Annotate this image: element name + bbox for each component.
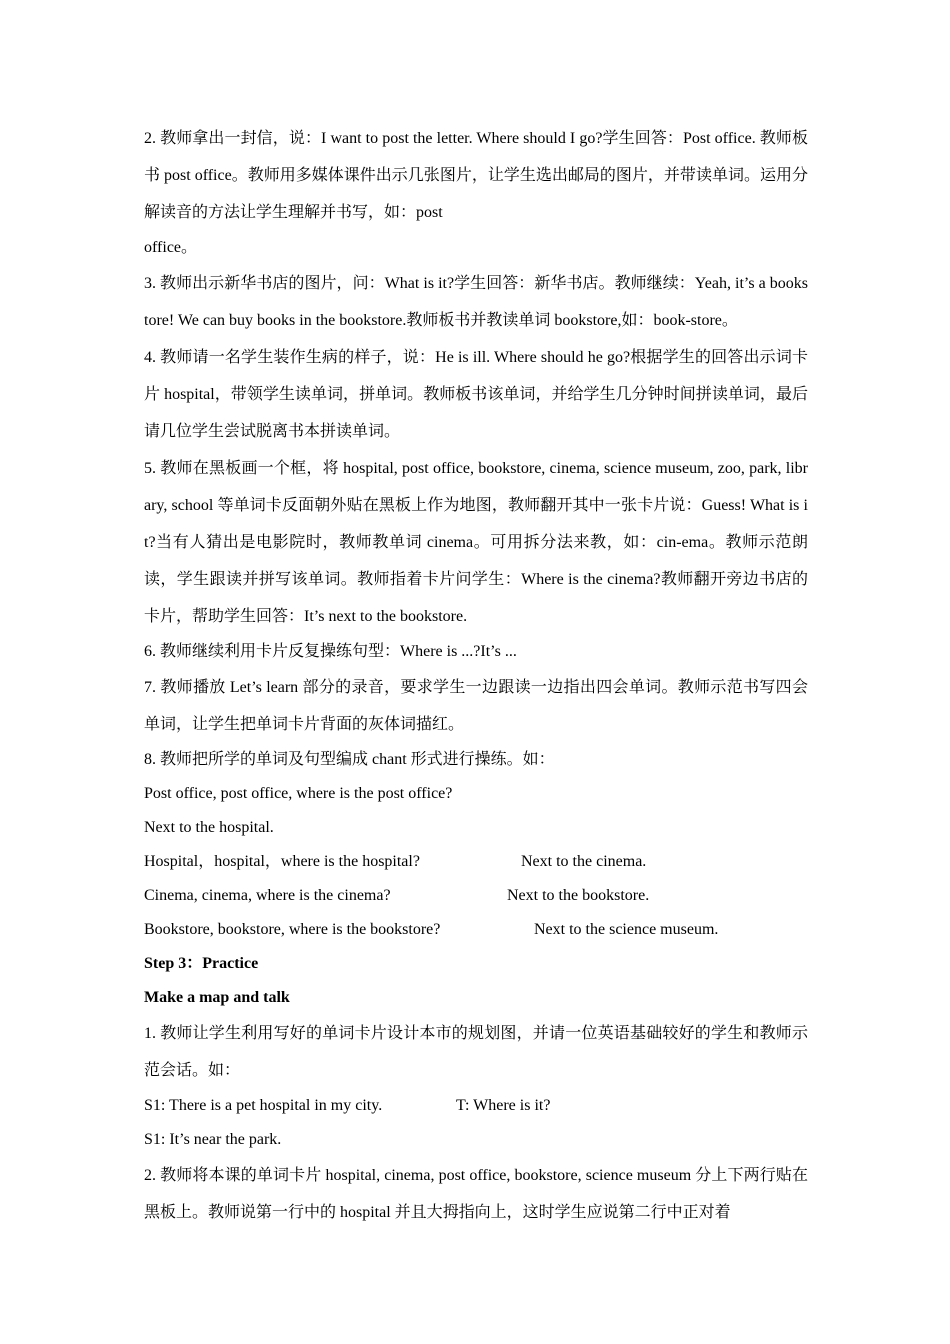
dialogue-line-1 — [144, 1089, 808, 1123]
paragraph-7: 7. 教师播放 Let’s learn 部分的录音，要求学生一边跟读一边指出四会单词。教师示范书写四会单词，让学生把单词卡片背面的灰体词描红。 — [144, 679, 808, 733]
dialogue-s1-statement: S1: There is a pet hospital in my city. — [144, 1097, 383, 1114]
chant-line-3 — [144, 845, 808, 879]
make-map-heading: Make a map and talk — [144, 989, 290, 1006]
paragraph-4: 4. 教师请一名学生装作生病的样子，说：He is ill. Where should he go?根据学生的回答出示词卡片 hospital，带领学生读单词，拼单词。教师板书该单词，并给学生几分钟时间拼读单词，最后请几位学生尝试脱离书本拼读单词。 — [144, 349, 808, 440]
chant-line-4-answer: Next to the bookstore. — [507, 887, 650, 904]
chant-line-5-answer: Next to the science museum. — [534, 921, 719, 938]
paragraph-8: 8. 教师把所学的单词及句型编成 chant 形式进行操练。如： — [144, 751, 555, 768]
chant-line-3-answer: Next to the cinema. — [521, 853, 647, 870]
chant-line-5 — [144, 913, 808, 947]
step-3-heading: Step 3：Practice — [144, 955, 259, 972]
dialogue-line-2: S1: It’s near the park. — [144, 1131, 282, 1148]
paragraph-3: 3. 教师出示新华书店的图片，问：What is it?学生回答：新华书店。教师继续：Yeah, it’s a bookstore! We can buy books in the bookstore.教师板书并教读单词 bookstore,如：book-store。 — [144, 275, 808, 329]
chant-line-5-question: Bookstore, bookstore, where is the bookstore? — [144, 921, 441, 938]
paragraph-2-continuation: office。 — [144, 239, 198, 256]
chant-line-4-question: Cinema, cinema, where is the cinema? — [144, 887, 391, 904]
chant-line-4 — [144, 879, 808, 913]
practice-item-2: 2. 教师将本课的单词卡片 hospital, cinema, post office, bookstore, science museum 分上下两行贴在黑板上。教师说第一行中的 hospital 并且大拇指向上，这时学生应说第二行中正对着 — [144, 1167, 808, 1221]
chant-line-2: Next to the hospital. — [144, 819, 274, 836]
paragraph-2: 2. 教师拿出一封信，说：I want to post the letter. Where should I go?学生回答：Post office. 教师板书 post office。教师用多媒体课件出示几张图片，让学生选出邮局的图片，并带读单词。运用分解读音的方法让学生理解并书写，如：post — [144, 130, 808, 221]
practice-item-1: 1. 教师让学生利用写好的单词卡片设计本市的规划图，并请一位英语基础较好的学生和教师示范会话。如： — [144, 1025, 808, 1079]
document-body — [144, 120, 808, 1231]
chant-line-3-question: Hospital，hospital，where is the hospital? — [144, 853, 420, 870]
paragraph-5: 5. 教师在黑板画一个框，将 hospital, post office, bookstore, cinema, science museum, zoo, park, library, school 等单词卡反面朝外贴在黑板上作为地图，教师翻开其中一张卡片说：Guess! What is it?当有人猜出是电影院时，教师教单词 cinema。可用拆分法来教，如：cin-ema。教师示范朗读，学生跟读并拼写该单词。教师指着卡片问学生：Where is the cinema?教师翻开旁边书店的卡片，帮助学生回答：It’s next to the bookstore. — [144, 460, 808, 625]
paragraph-6: 6. 教师继续利用卡片反复操练句型：Where is ...?It’s ... — [144, 643, 517, 660]
dialogue-t-question: T: Where is it? — [456, 1097, 551, 1114]
chant-line-1: Post office, post office, where is the post office? — [144, 785, 453, 802]
